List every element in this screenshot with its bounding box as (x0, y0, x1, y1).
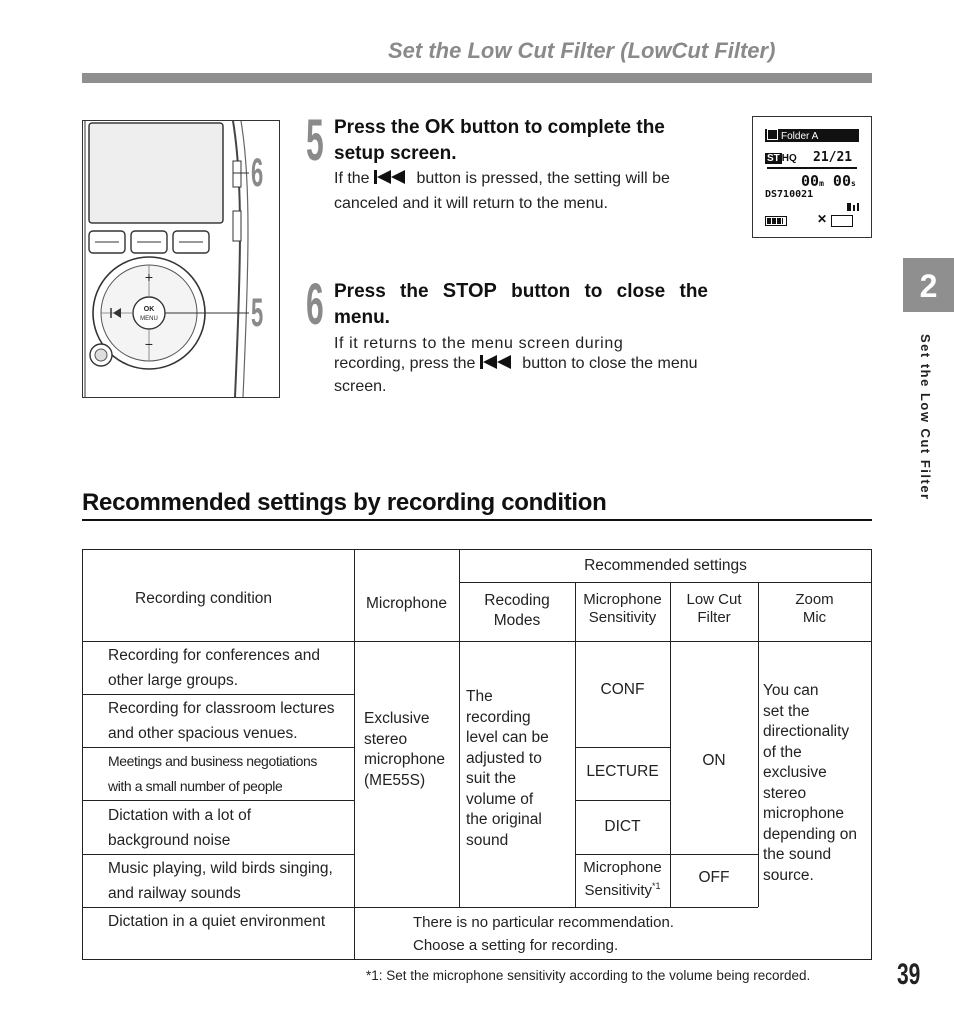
sensitivity-conf: CONF (600, 681, 645, 698)
lcd-mode-label: HQ (781, 153, 797, 164)
folder-icon (767, 129, 778, 140)
quiet-line2: Choose a setting for recording. (413, 937, 619, 954)
col-lowcut-filter (670, 591, 758, 627)
prev-icon (480, 354, 518, 376)
svg-text:+: + (144, 269, 154, 285)
col-zoom-line2: Mic (802, 609, 827, 626)
lcd-file-name: DS710021 (765, 189, 814, 200)
condition-conferences: Recording for conferences and other large groups. (108, 647, 320, 689)
step-6-body-post: button to close the menu screen. (334, 355, 698, 395)
condition-dictation-noise: Dictation with a lot of background noise (108, 807, 252, 849)
prev-icon (374, 168, 412, 192)
header-recommended-settings: Recommended settings (584, 557, 747, 574)
step-6-title-pre: Press the (334, 281, 443, 302)
lcd-folder-label: Folder A (781, 131, 819, 142)
col-recording-modes (459, 591, 575, 631)
step-6-body (334, 353, 714, 398)
col-sens-line1: Microphone (583, 591, 662, 608)
sens-var-line2: Sensitivity (584, 882, 652, 899)
section-title: Recommended settings by recording condition (82, 489, 607, 516)
sens-var-line1: Microphone (583, 859, 662, 876)
microphone-value: Exclusive stereo microphone (ME55S) (364, 710, 445, 789)
lcd-file-count: 21/21 (813, 150, 853, 165)
col-sens-line2: Sensitivity (588, 609, 657, 626)
col-lowcut-line1: Low Cut (686, 591, 742, 608)
step-6-title-post: button to close the menu. (334, 281, 708, 328)
col-zoom-line1: Zoom (795, 591, 834, 608)
chapter-tab: 2 (903, 258, 954, 312)
step-5-body (334, 167, 714, 216)
sensitivity-variable (575, 859, 670, 900)
col-modes-line1: Recoding (484, 592, 550, 609)
header-recording-condition: Recording condition (135, 590, 273, 607)
lcd-mode: ST HQ (767, 153, 797, 164)
sens-var-footnote-marker: *1 (652, 881, 661, 891)
mic-icon (847, 203, 851, 211)
lowcut-icon: ✕ (817, 212, 828, 226)
col-microphone: Microphone (366, 595, 447, 612)
sensitivity-lecture: LECTURE (586, 763, 659, 780)
lowcut-off: OFF (698, 869, 730, 886)
footnote: *1: Set the microphone sensitivity according to the volume being recorded. (366, 968, 811, 983)
ok-key-label: OK (424, 116, 455, 138)
page-header-title: Set the Low Cut Filter (LowCut Filter) (388, 38, 776, 63)
step-6-body-line1: If it returns to the menu screen during (334, 335, 624, 352)
lcd-folder-bar (765, 129, 859, 142)
lcd-progress-bar (767, 167, 857, 169)
step-6-number: 6 (306, 272, 324, 337)
condition-meetings: Meetings and business negotiations with a small number of people (108, 753, 317, 794)
recommendation-table (82, 549, 872, 960)
page-number: 39 (897, 958, 921, 991)
step-5-title-post: button to complete the setup screen. (334, 117, 665, 164)
recorder-drawing (83, 121, 279, 397)
chapter-side-label: Set the Low Cut Filter (918, 334, 933, 501)
quiet-line1: There is no particular recommendation. (413, 914, 674, 931)
modes-value: The recording level can be adjusted to suit the volume of the original sound (466, 688, 549, 849)
sensitivity-dict: DICT (604, 818, 641, 835)
svg-text:MENU: MENU (140, 316, 158, 322)
col-zoom-mic (758, 591, 871, 627)
step-5-title-pre: Press the (334, 117, 425, 138)
zoom-value: You can set the directionality of the exclusive stereo microphone depending on the sound source. (763, 682, 857, 884)
condition-lectures: Recording for classroom lectures and other spacious venues. (108, 700, 335, 742)
col-modes-line2: Modes (493, 612, 541, 629)
header-divider (82, 73, 872, 83)
svg-text:OK: OK (143, 306, 155, 313)
lcd-screen-image (752, 116, 872, 238)
sensitivity-icon (831, 215, 853, 227)
callout-step-5: 5 (251, 291, 264, 335)
step-5-body-post: button is pressed, the setting will be canceled and it will return to the menu. (334, 170, 670, 212)
step-6-body-pre: recording, press the (334, 355, 480, 372)
level-icon (853, 205, 855, 211)
col-mic-sensitivity (575, 591, 670, 627)
callout-step-6: 6 (251, 151, 264, 195)
lcd-time: 00m 00s (801, 172, 856, 190)
step-5-number: 5 (306, 108, 324, 173)
battery-icon (765, 216, 787, 226)
step-5-title (334, 114, 714, 167)
quiet-recommendation (413, 911, 773, 957)
section-rule (82, 519, 872, 521)
col-lowcut-line2: Filter (697, 609, 731, 626)
condition-music: Music playing, wild birds singing, and railway sounds (108, 860, 333, 902)
stop-key-label: STOP (442, 280, 497, 302)
level-icon-bar (857, 203, 859, 211)
svg-text:−: − (144, 336, 154, 352)
step-6-title (334, 278, 708, 331)
condition-quiet: Dictation in a quiet environment (108, 913, 326, 930)
lowcut-on: ON (702, 752, 726, 769)
step-5-body-pre: If the (334, 170, 375, 187)
device-illustration (82, 120, 280, 398)
